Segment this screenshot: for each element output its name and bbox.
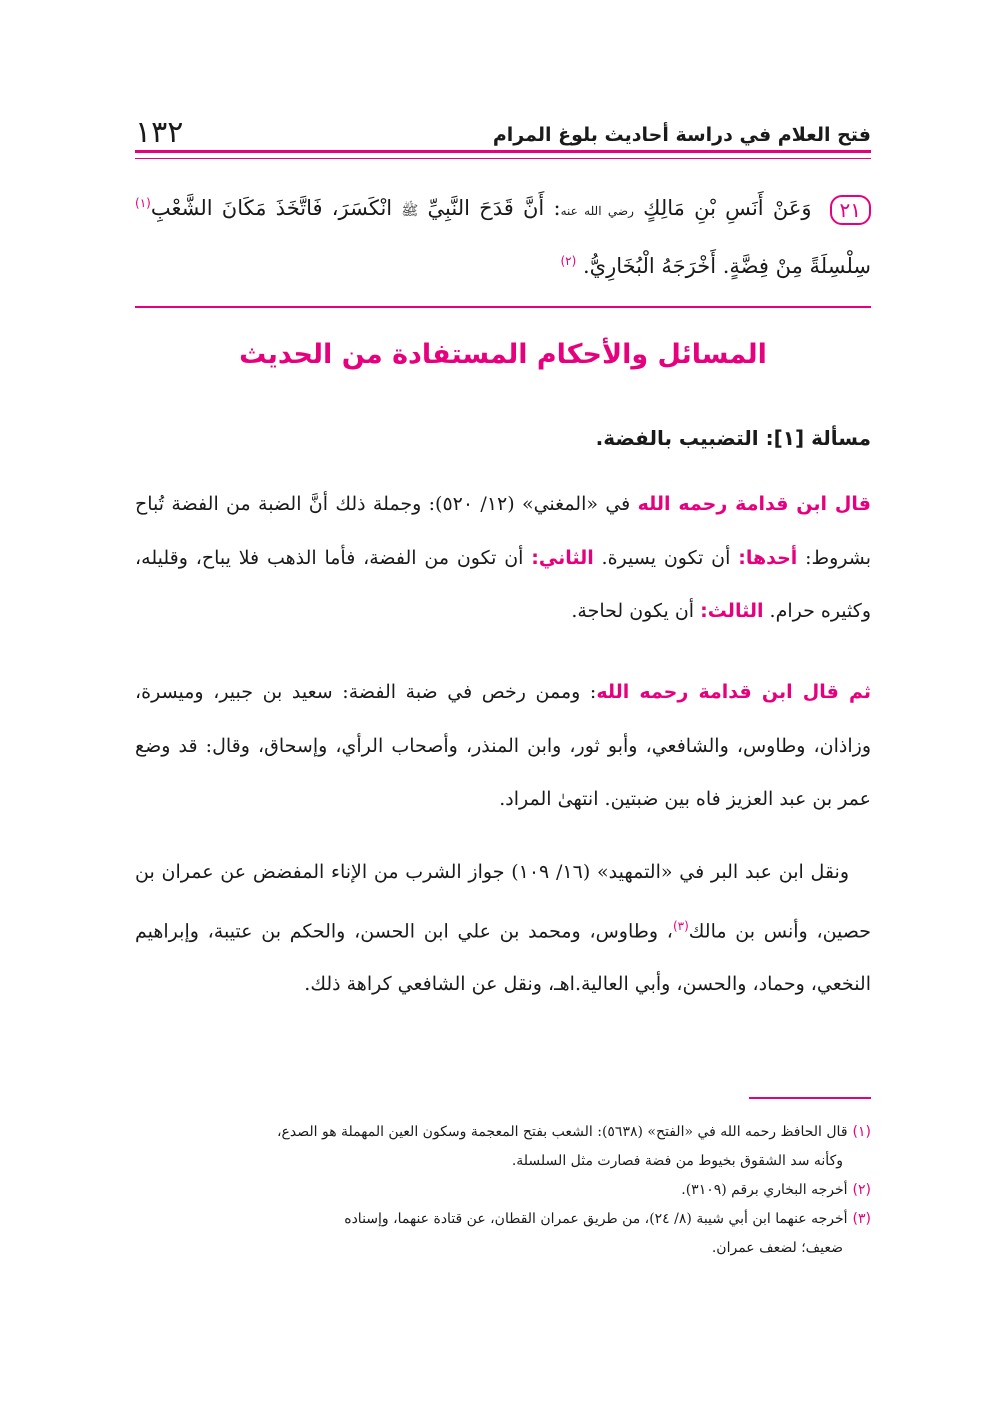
hadith-rule [135, 306, 871, 308]
honorific-glyph: رضي الله عنه [560, 204, 634, 218]
footnote-text: قال الحافظ رحمه الله في «الفتح» (٥٦٣٨): الشعب بفتح المعجمة وسكون العين المهملة هو الصدع، [277, 1124, 848, 1140]
footnote-2 [135, 1176, 871, 1205]
footnotes [135, 1118, 871, 1263]
footnote-number: (٣) [852, 1211, 871, 1227]
page-header [135, 110, 871, 150]
text-segment: أن يكون لحاجة. [571, 600, 701, 622]
footnote-number: (١) [852, 1124, 871, 1140]
footnote-3 [135, 1205, 871, 1234]
hadith-segment: سِلْسِلَةً مِنْ فِضَّةٍ. أَخْرَجَهُ الْبُخَارِيُّ. [582, 254, 871, 278]
text-segment: ونقل ابن عبد البر في «التمهيد» (١٦/ ١٠٩) جواز الشرب من الإناء المفضض عن عمران بن حصين، وأنس بن مالك [135, 861, 872, 942]
hadith-text [135, 178, 871, 291]
section-title: المسائل والأحكام المستفادة من الحديث [239, 339, 767, 370]
page-number: ١٣٢ [135, 115, 184, 150]
hadith-segment: : أَنَّ قَدَحَ النَّبِيِّ [427, 196, 561, 220]
footnote-1 [135, 1118, 871, 1147]
masala-heading [135, 418, 871, 458]
footnote-number: (٢) [852, 1182, 871, 1198]
footnote-3-cont: ضعيف؛ لضعف عمران. [711, 1240, 843, 1256]
term-second: الثاني: [531, 546, 594, 569]
header-rule-thick [135, 150, 871, 153]
hadith-number-badge: ٢١ [830, 195, 871, 225]
footnote-rule [749, 1097, 871, 1099]
footnote-text: أخرجه البخاري برقم (٣١٠٩). [681, 1182, 848, 1198]
book-title: فتح العلام في دراسة أحاديث بلوغ المرام [492, 124, 871, 146]
masala-title: التضبيب بالفضة. [595, 426, 759, 450]
text-segment: في «المغني» (١٢/ ٥٢٠): وجملة ذلك أنَّ الضبة من الفضة تُباح بشروط: [135, 493, 871, 569]
footnote-ref-2[interactable]: (٢) [560, 254, 577, 268]
quote-lead: قال ابن قدامة رحمه الله [637, 493, 871, 515]
text-segment: ، وطاوس، ومحمد بن علي ابن الحسن، والحكم بن عتيبة، وإبراهيم النخعي، وحماد، والحسن، وأبي العالية.اهـ، ونقل عن الشافعي كراهة ذلك. [135, 919, 871, 996]
hadith-segment: وَعَنْ أَنَسِ بْنِ مَالِكٍ [643, 196, 812, 220]
text-segment: أن تكون يسيرة. [593, 546, 739, 569]
term-first: أحدها: [738, 546, 798, 569]
footnote-ref-1[interactable]: (١) [135, 196, 151, 210]
term-third: الثالث: [700, 600, 764, 622]
salutation-glyph: ﷺ [401, 203, 419, 219]
header-rule-thin [135, 158, 871, 159]
text-segment: أن تكون من الفضة، فأما الذهب فلا يباح، وقليله، وكثيره حرام. [135, 546, 871, 622]
paragraph-1 [135, 478, 871, 639]
masala-label: مسألة [١]: [765, 426, 871, 450]
paragraph-3 [135, 846, 871, 1012]
footnote-ref-3[interactable]: (٣) [672, 918, 689, 933]
paragraph-2 [135, 666, 871, 827]
hadith-segment: انْكَسَرَ، فَاتَّخَذَ مَكَانَ الشَّعْبِ [150, 196, 402, 220]
text-segment: : وممن رخص في ضبة الفضة: سعيد بن جبير، وميسرة، وزاذان، وطاوس، والشافعي، وأبو ثور، وابن المنذر، وأصحاب الرأي، وإسحاق، وقال: قد وضع عمر بن عبد العزيز فاه بين ضبتين. انتهىٰ المراد. [135, 681, 871, 810]
quote-lead: ثم قال ابن قدامة رحمه الله [596, 681, 872, 703]
footnote-text: أخرجه عنهما ابن أبي شيبة (٨/ ٢٤)، من طريق عمران القطان، عن قتادة عنهما، وإسناده [344, 1211, 848, 1227]
footnote-1-cont: وكأنه سد الشقوق بخيوط من فضة فصارت مثل السلسلة. [511, 1153, 843, 1169]
